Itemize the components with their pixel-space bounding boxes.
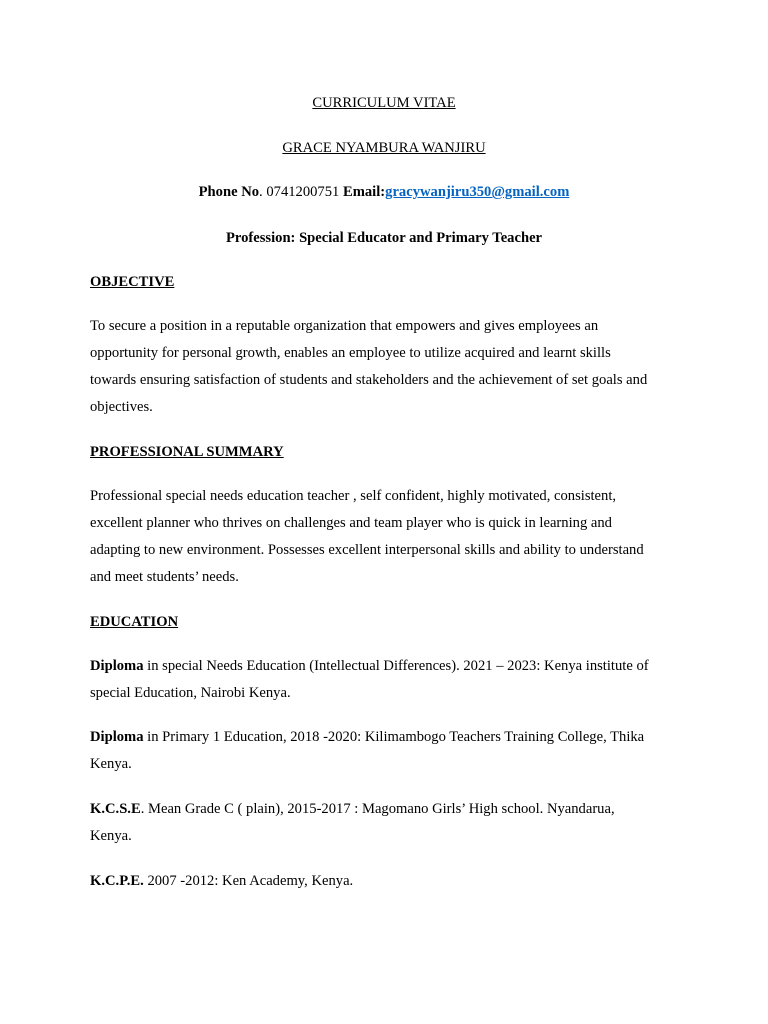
document-title-text: CURRICULUM VITAE <box>312 95 456 111</box>
email-link[interactable]: gracywanjiru350@gmail.com <box>385 184 570 200</box>
education-entry <box>90 796 680 850</box>
objective-line: objectives. <box>90 399 153 415</box>
education-entry <box>90 868 680 895</box>
email-label: Email: <box>342 184 386 200</box>
education-qualification: Diploma <box>90 658 144 674</box>
summary-line: excellent planner who thrives on challenges and team player who is quick in learning and <box>90 515 612 531</box>
education-heading: EDUCATION <box>90 614 179 630</box>
summary-line: and meet students’ needs. <box>90 569 239 585</box>
education-entry <box>90 724 680 778</box>
objective-heading: OBJECTIVE <box>90 274 175 290</box>
phone-value: . 0741200751 <box>259 184 343 200</box>
education-entry-line <box>90 868 680 895</box>
education-entry-line <box>90 724 680 751</box>
education-qualification: K.C.S.E <box>90 801 141 817</box>
education-entry <box>90 653 680 707</box>
education-entry-line <box>90 796 680 823</box>
objective-line: opportunity for personal growth, enables an employee to utilize acquired and learnt skills <box>90 345 611 361</box>
education-detail: 2007 -2012: Ken Academy, Kenya. <box>143 873 354 889</box>
education-qualification: K.C.P.E. <box>90 873 144 889</box>
contact-line <box>0 183 768 201</box>
education-entry-line: Kenya. <box>90 756 132 772</box>
summary-line: adapting to new environment. Possesses excellent interpersonal skills and ability to understand <box>90 542 644 558</box>
candidate-name-text: GRACE NYAMBURA WANJIRU <box>282 140 486 156</box>
education-detail: in Primary 1 Education, 2018 -2020: Kilimambogo Teachers Training College, Thika <box>143 729 645 745</box>
objective-line: To secure a position in a reputable organization that empowers and gives employees an <box>90 318 599 334</box>
document-title <box>0 94 768 112</box>
education-entry-line: special Education, Nairobi Kenya. <box>90 685 291 701</box>
summary-line: Professional special needs education teacher , self confident, highly motivated, consistent, <box>90 488 617 504</box>
phone-label: Phone No <box>198 184 260 200</box>
education-entry-line: Kenya. <box>90 828 132 844</box>
education-qualification: Diploma <box>90 729 144 745</box>
profession-line: Profession: Special Educator and Primary Teacher <box>225 230 543 246</box>
candidate-name <box>0 139 768 157</box>
objective-line: towards ensuring satisfaction of students and stakeholders and the achievement of set goals and <box>90 372 648 388</box>
education-entry-line <box>90 653 680 680</box>
education-detail: in special Needs Education (Intellectual Differences). 2021 – 2023: Kenya institute of <box>143 658 649 674</box>
summary-heading: PROFESSIONAL SUMMARY <box>90 444 284 460</box>
summary-paragraph <box>90 483 680 591</box>
objective-paragraph <box>90 313 680 421</box>
education-detail: . Mean Grade C ( plain), 2015-2017 : Magomano Girls’ High school. Nyandarua, <box>140 801 615 817</box>
